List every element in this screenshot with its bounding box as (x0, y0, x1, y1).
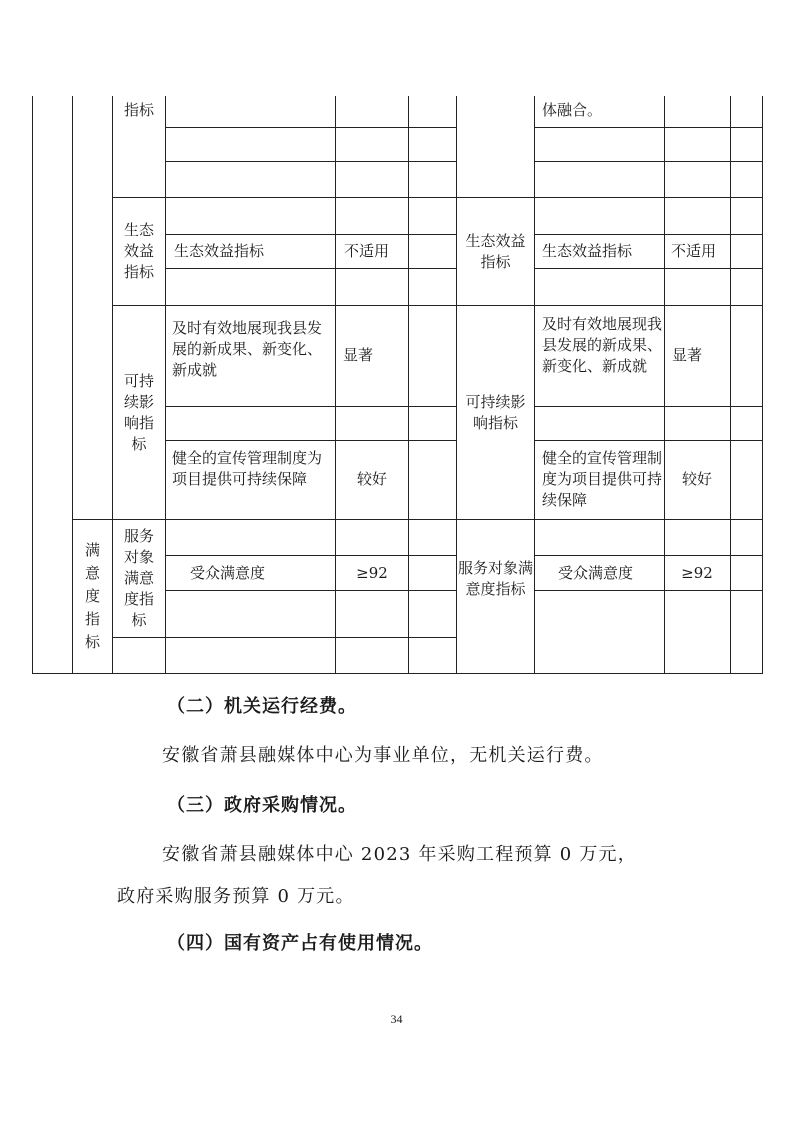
eco-benefit-label (113, 198, 165, 305)
sus-row2-text: 健全的宣传管理制度为项目提供可持续保障 (172, 449, 323, 488)
right-sustainable-impact-label-text: 可持续影响指标 (465, 392, 526, 432)
service-satisfaction-label (113, 520, 165, 637)
sustainable-impact-label-text: 可持续影响指标 (123, 371, 154, 453)
section-heading-4: （四）国有资产占有使用情况。 (167, 933, 433, 954)
right-sus-row2-text: 健全的宣传管理制度为项目提供可持续保障 (542, 449, 663, 509)
section-heading-3: （三）政府采购情况。 (167, 795, 357, 816)
right-sustainable-impact-label (457, 306, 534, 519)
sustainable-impact-label (113, 306, 165, 519)
section-paragraph-3-line2: 政府采购服务预算 0 万元。 (117, 886, 355, 907)
sus-row1-text: 及时有效地展现我县发展的新成果、新变化、新成就 (172, 319, 323, 379)
right-sat-row-value: ≥92 (681, 563, 713, 582)
eco-benefit-label-text: 生态效益指标 (123, 221, 154, 281)
satisfaction-outer-label (73, 520, 112, 673)
sat-row-label: 受众满意度 (190, 563, 266, 582)
sus-row2-value: 较好 (356, 470, 387, 488)
right-sus-row1-value: 显著 (672, 346, 703, 364)
right-sus-row2-value: 较好 (681, 470, 712, 488)
right-eco-benefit-label-text: 生态效益指标 (465, 231, 526, 271)
right-sus-row1-text: 及时有效地展现我县发展的新成果、新变化、新成就 (542, 315, 663, 375)
section-paragraph-3-line1: 安徽省萧县融媒体中心 2023 年采购工程预算 0 万元， (162, 844, 637, 865)
service-satisfaction-label-text: 服务对象满意度指标 (123, 527, 154, 629)
right-sat-row-label: 受众满意度 (558, 563, 634, 582)
right-top-text: 体融合。 (542, 101, 603, 119)
eco-row-value: 不适用 (344, 242, 390, 260)
sat-row-value: ≥92 (356, 563, 388, 582)
indicator-tail-label: 指标 (123, 101, 154, 119)
section-paragraph-2: 安徽省萧县融媒体中心为事业单位，无机关运行费。 (162, 745, 604, 766)
right-service-satisfaction-label (457, 520, 534, 637)
right-service-satisfaction-label-text: 服务对象满意度指标 (457, 558, 533, 598)
right-eco-row-label: 生态效益指标 (542, 242, 633, 260)
section-heading-2: （二）机关运行经费。 (167, 696, 357, 717)
page-number: 34 (390, 1012, 403, 1026)
eco-row-label: 生态效益指标 (174, 242, 265, 260)
right-eco-benefit-label (457, 198, 534, 305)
sus-row1-value: 显著 (343, 346, 374, 364)
satisfaction-outer-label-text: 满意度指标 (84, 541, 100, 651)
right-eco-row-value: 不适用 (671, 242, 717, 260)
